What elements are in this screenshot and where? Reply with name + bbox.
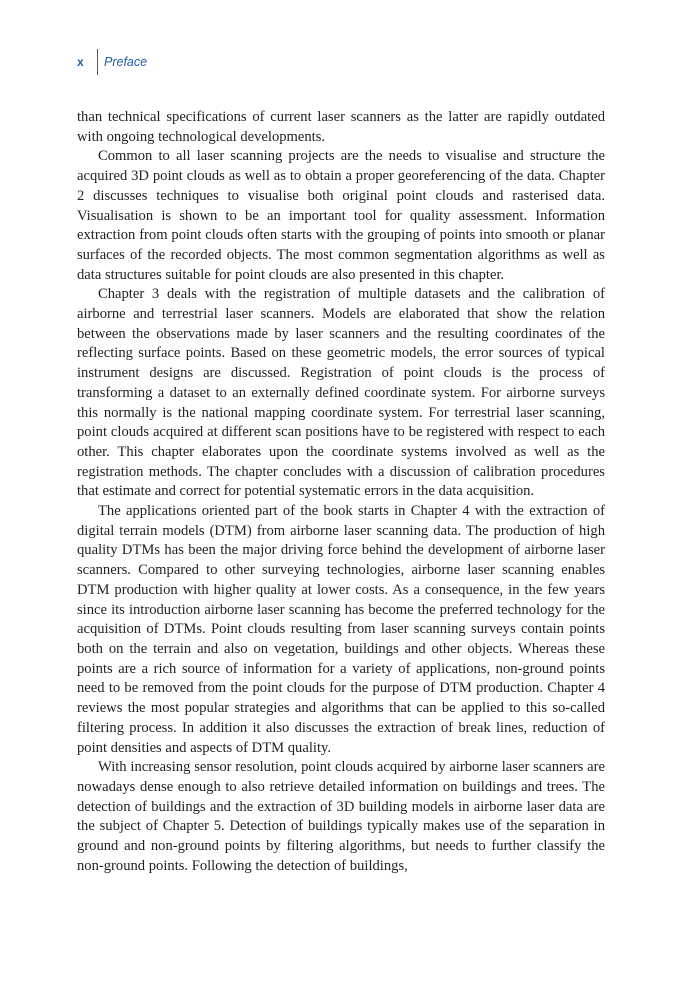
paragraph-5: With increasing sensor resolution, point clouds acquired by airborne laser scanners are nowadays dense enough to also retrieve detailed information on buildings and trees. The detection of buildings and the extraction of 3D building models in airborne laser data are the subject of Chapter 5. Detection of buildings typically makes use of the separation in ground and non-ground points by filtering algorithms, but needs to further classify the non-ground points. Following the detection of buildings,	[77, 759, 605, 874]
paragraph-3: Chapter 3 deals with the registration of multiple datasets and the calibration of airborne and terrestrial laser scanners. Models are elaborated that show the relation between the observations made by laser scanners and the resulting coordinates of the reflecting surface points. Based on these geometric models, the error sources of typical instrument designs are discussed. Registration of point clouds is the process of transforming a dataset to an externally defined coordinate system. For airborne surveys this normally is the national mapping coordinate system. For terrestrial laser scanning, point clouds acquired at different scan positions have to be registered with respect to each other. This chapter elaborates upon the coordinate systems involved as well as the registration methods. The chapter concludes with a discussion of calibration procedures that estimate and correct for potential systematic errors in the data acquisition.	[77, 286, 605, 500]
body-text	[77, 108, 605, 876]
page-header	[77, 49, 147, 75]
paragraph-1: than technical specifications of current laser scanners as the latter are rapidly outdated with ongoing technological developments.	[77, 109, 605, 145]
header-divider	[97, 49, 98, 75]
running-head: Preface	[104, 55, 148, 69]
paragraph-2: Common to all laser scanning projects are the needs to visualise and structure the acquired 3D point clouds as well as to obtain a proper georeferencing of the data. Chapter 2 discusses techniques to visualise both original point clouds and rasterised data. Visualisation is shown to be an important tool for quality assessment. Information extraction from point clouds often starts with the grouping of points into smooth or planar surfaces of the recorded objects. The most common segmentation algorithms as well as data structures suitable for point clouds are also presented in this chapter.	[77, 148, 605, 283]
page-number: x	[77, 55, 84, 69]
paragraph-4: The applications oriented part of the book starts in Chapter 4 with the extraction of digital terrain models (DTM) from airborne laser scanning data. The production of high quality DTMs has been the major driving force behind the development of airborne laser scanners. Compared to other surveying technologies, airborne laser scanning enables DTM production with higher quality at lower costs. As a consequence, in the few years since its introduction airborne laser scanning has become the preferred technology for the acquisition of DTMs. Point clouds resulting from laser scanning surveys contain points both on the terrain and also on vegetation, buildings and other objects. Whereas these points are a rich source of information for a variety of applications, non-ground points need to be removed from the point clouds for the purpose of DTM production. Chapter 4 reviews the most popular strategies and algorithms that can be applied to this so-called filtering process. In addition it also discusses the extraction of break lines, reduction of point densities and aspects of DTM quality.	[77, 503, 605, 756]
